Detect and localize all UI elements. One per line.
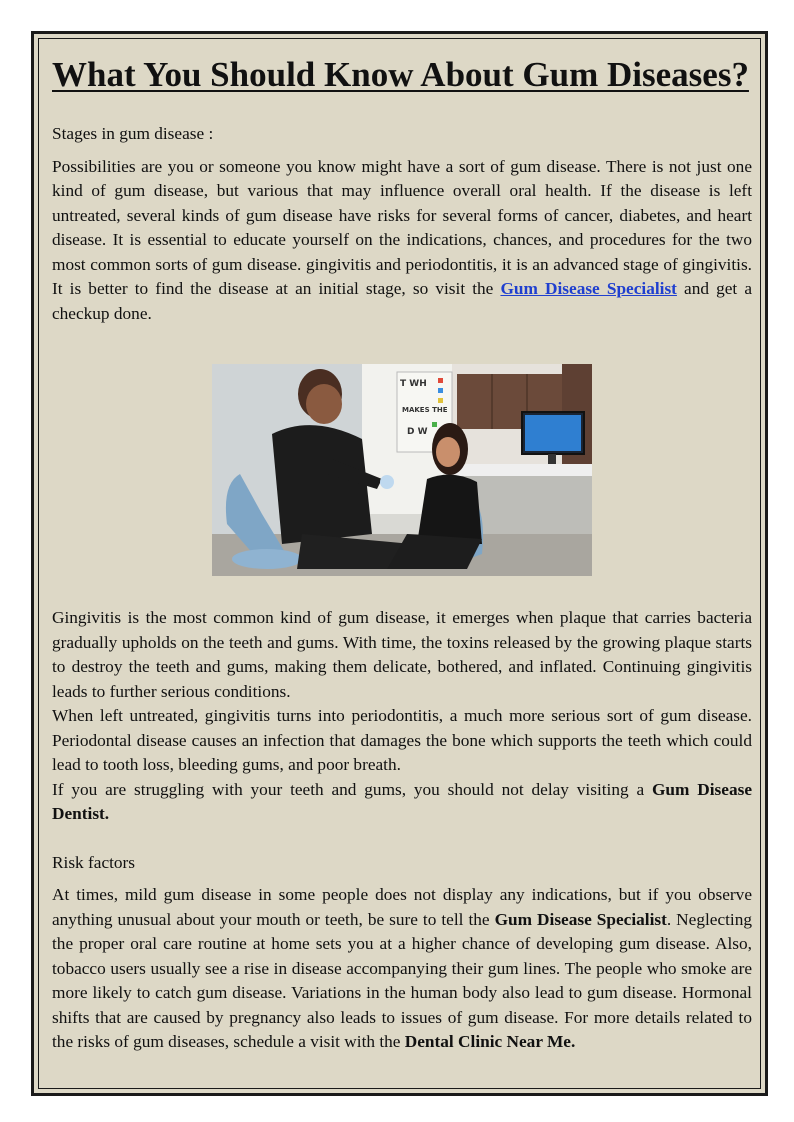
- stages-heading: Stages in gum disease :: [52, 124, 214, 143]
- page-title: What You Should Know About Gum Diseases?: [52, 55, 749, 94]
- gum-disease-specialist-link[interactable]: Gum Disease Specialist: [500, 279, 677, 298]
- poster-text-2: MAKES THE: [402, 406, 448, 414]
- periodontitis-paragraph: When left untreated, gingivitis turns into periodontitis, a much more serious sort of gum disease. Periodontal disease causes an infection that damages the bone which supports the teeth which could lead to tooth loss, bleeding gums, and poor breath.: [52, 706, 752, 774]
- page-border-outer: [31, 31, 768, 1096]
- dental-clinic-photo: [212, 364, 592, 576]
- gingivitis-paragraph: Gingivitis is the most common kind of gum disease, it emerges when plaque that carries bacteria gradually upholds on the teeth and gums. With time, the toxins released by the growing plaque starts to destroy the teeth and gums, making them delicate, bothered, and inflated. Continuing gingivitis leads to further serious conditions.: [52, 608, 752, 701]
- intro-paragraph: [52, 155, 752, 327]
- poster-text-1: T WH: [400, 379, 427, 389]
- risk-text-b: . Neglecting the proper oral care routine at home sets you at a higher chance of developing gum disease. Also, tobacco users usually see a rise in disease accompanying their gum lines. The people who smoke are more likely to catch gum disease. Variations in the human body also lead to gum disease. Hormonal shifts that are caused by pregnancy also leads to issues of gum disease. For more details related to the risks of gum diseases, schedule a visit with the: [52, 909, 753, 1051]
- intro-text: Possibilities are you or someone you know might have a sort of gum disease. There is not just one kind of gum disease, but various that may influence overall oral health. If the disease is left untreated, several kinds of gum disease have risks for several forms of cancer, diabetes, and heart disease. It is essential to educate yourself on the indications, chances, and procedures for the two most common sorts of gum disease. gingivitis and periodontitis, it is an advanced stage of gingivitis. It is better to find the disease at an initial stage, so visit the: [52, 156, 752, 298]
- page-border-inner: [38, 38, 761, 1089]
- risk-text-a: At times, mild gum disease in some people does not display any indications, but if you observe anything unusual about your mouth or teeth, be sure to tell the: [52, 885, 752, 929]
- dental-clinic-bold: Dental Clinic Near Me.: [404, 1032, 576, 1051]
- struggle-text: If you are struggling with your teeth and gums, you should not delay visiting a: [52, 779, 652, 799]
- gum-disease-dentist-bold: Gum Disease Dentist.: [52, 779, 752, 823]
- struggle-paragraph: [52, 778, 752, 827]
- document-content: [52, 53, 752, 1055]
- gum-disease-specialist-bold: Gum Disease Specialist: [494, 909, 667, 929]
- intro-end-text: and get a checkup done.: [52, 279, 753, 323]
- risk-factors-heading: Risk factors: [52, 852, 136, 872]
- risk-factors-paragraph: [52, 883, 752, 1055]
- poster-text-3: D W: [407, 427, 428, 437]
